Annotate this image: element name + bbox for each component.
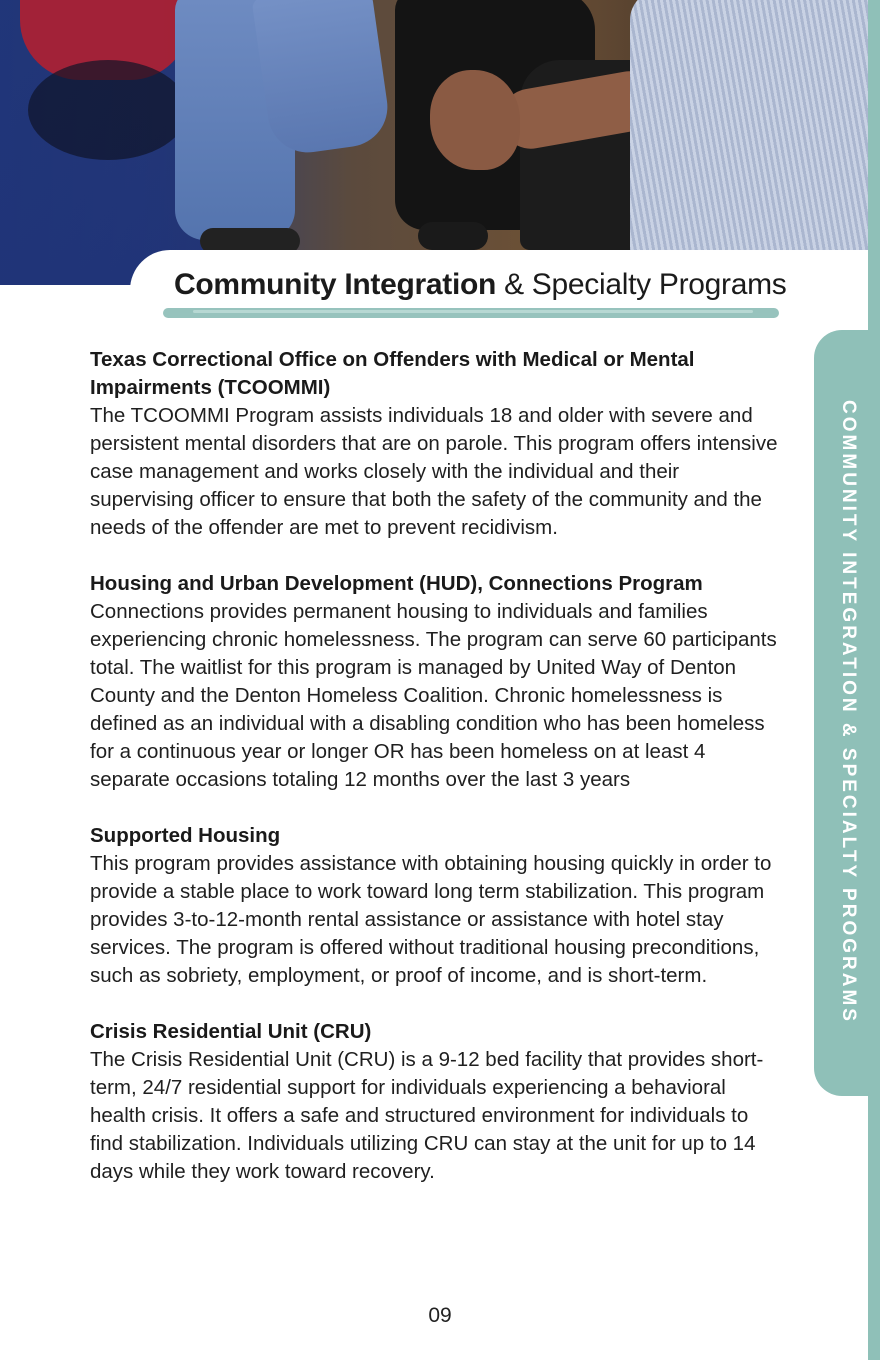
section-cru <box>90 1018 780 1186</box>
section-heading: Crisis Residential Unit (CRU) <box>90 1020 372 1043</box>
section-body: The TCOOMMI Program assists individuals 18 and older with severe and persistent mental disorders that are on parole. This program offers intensive case management and works closely with the individual and their supervising officer to ensure that both the safety of the community and the needs of the offender are met to prevent recidivism. <box>90 404 778 539</box>
section-body: This program provides assistance with obtaining housing quickly in order to provide a stable place to work toward long term stabilization. This program provides 3-to-12-month rental assistance or assistance with hotel stay services. The program is offered without traditional housing preconditions, such as sobriety, employment, or proof of income, and is short-term. <box>90 852 772 987</box>
photo-clasped-hands <box>430 70 520 170</box>
page-title <box>174 265 794 305</box>
section-heading: Supported Housing <box>90 824 281 847</box>
section-heading: Texas Correctional Office on Offenders with Medical or Mental Impairments (TCOOMMI) <box>90 348 695 399</box>
photo-chair-base <box>28 60 188 160</box>
section-body: The Crisis Residential Unit (CRU) is a 9-12 bed facility that provides short-term, 24/7 residential support for individuals experiencing a behavioral health crisis. It offers a safe and structured environment for individuals to find stabilization. Individuals utilizing CRU can stay at the unit for up to 14 days while they work toward recovery. <box>90 1048 764 1183</box>
section-hud-connections <box>90 570 780 794</box>
title-underline-brush <box>163 308 779 318</box>
page-number: 09 <box>428 1304 452 1327</box>
content <box>90 346 780 1214</box>
photo-striped-shirt <box>630 0 880 280</box>
section-supported-housing <box>90 822 780 990</box>
section-body: Connections provides permanent housing to individuals and families experiencing chronic homelessness. The program can serve 60 participants total. The waitlist for this program is managed by United Way of Denton County and the Denton Homeless Coalition. Chronic homelessness is defined as an individual with a disabling condition who has been homeless for a continuous year or longer OR has been homeless on at least 4 separate occasions totaling 12 months over the last 3 years <box>90 600 777 791</box>
page-title-rest: & Specialty Programs <box>496 268 787 301</box>
photo-shoe-second <box>418 222 488 250</box>
section-heading: Housing and Urban Development (HUD), Connections Program <box>90 572 703 595</box>
page-title-bold: Community Integration <box>174 268 497 301</box>
section-tcoommi <box>90 346 780 542</box>
side-tab-label: COMMUNITY INTEGRATION & SPECIALTY PROGRAMS <box>838 400 859 1024</box>
